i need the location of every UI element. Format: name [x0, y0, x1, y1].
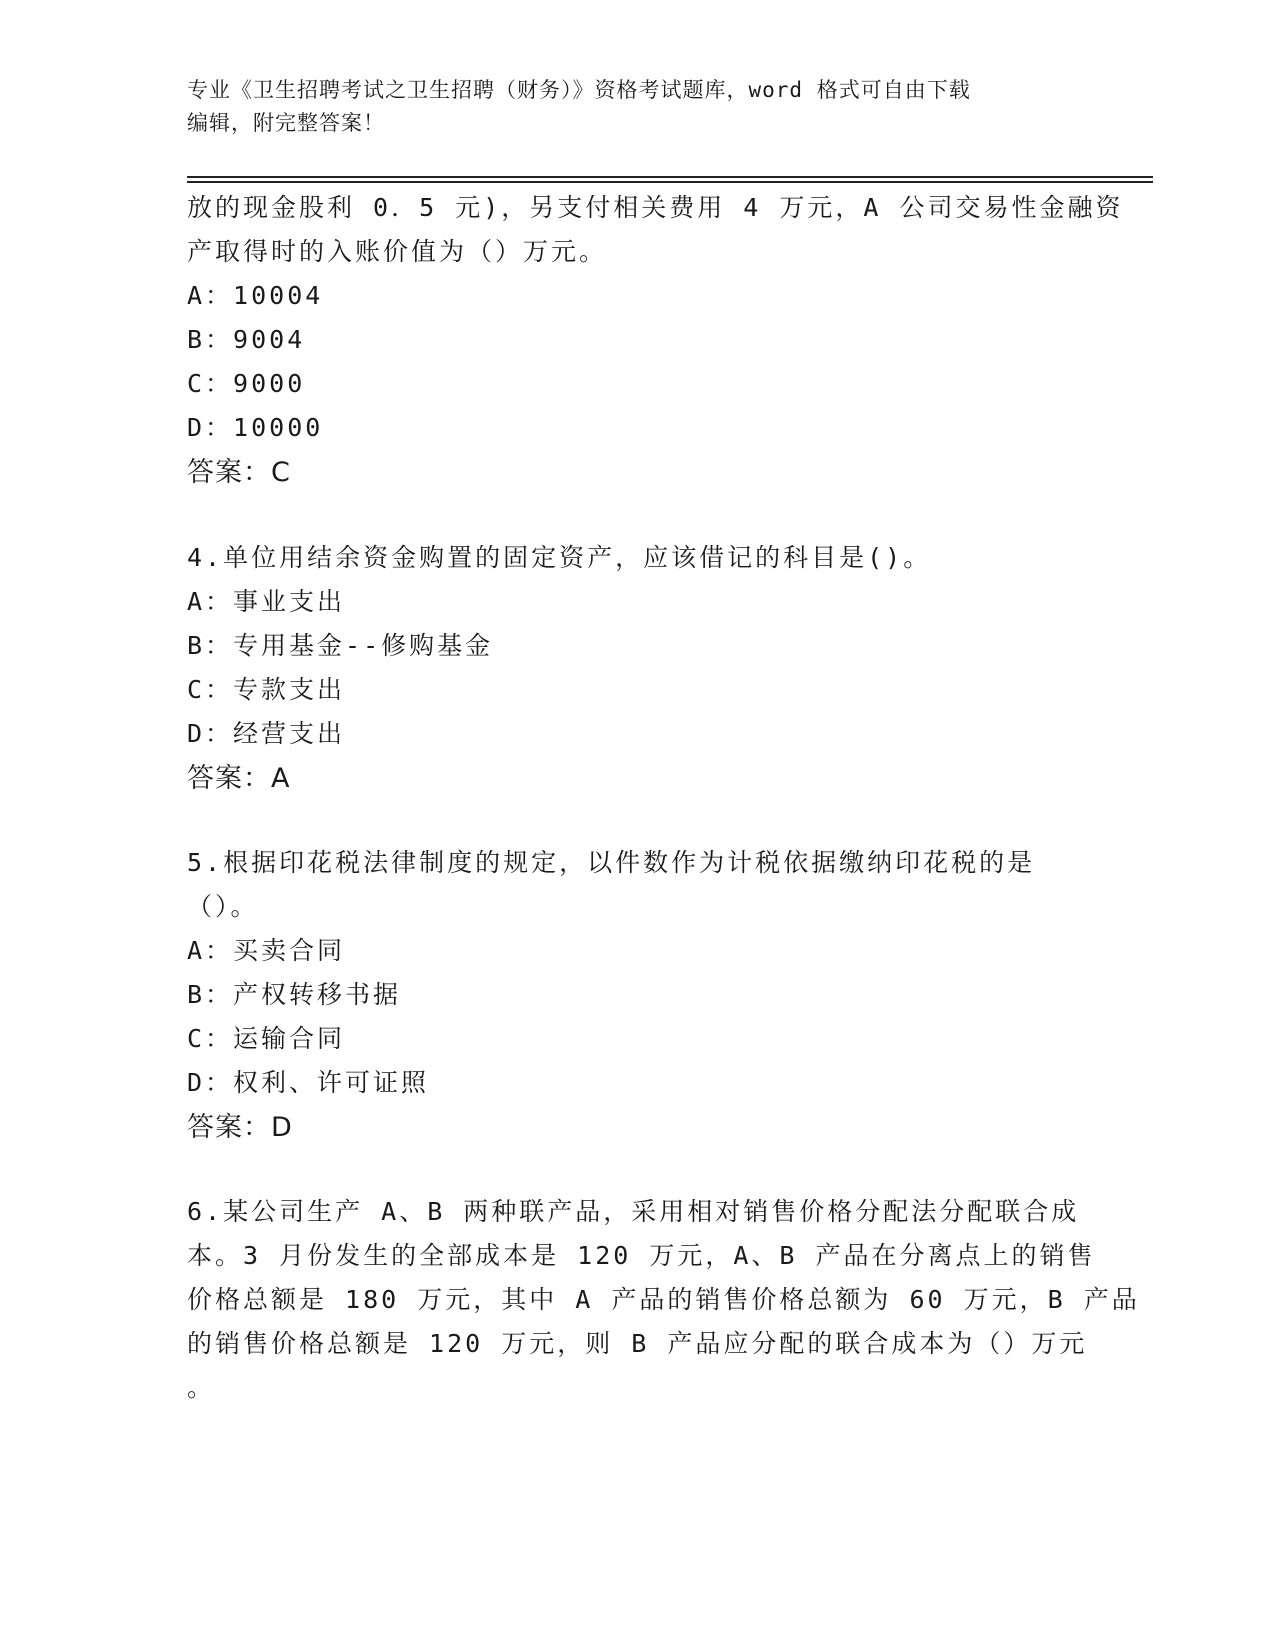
q3-answer: 答案：C	[187, 457, 291, 488]
q3-option-b: B：9004	[187, 325, 306, 354]
q5-option-c: C：运输合同	[187, 1024, 346, 1053]
q4-option-a: A：事业支出	[187, 587, 346, 616]
header-divider-bottom	[187, 181, 1153, 183]
q3-option-d: D：10000	[187, 413, 324, 442]
q5-stem-line-1: 5.根据印花税法律制度的规定，以件数作为计税依据缴纳印花税的是	[187, 848, 1036, 877]
q5-answer: 答案：D	[187, 1112, 293, 1143]
q6-stem-line-4: 的销售价格总额是 120 万元，则 B 产品应分配的联合成本为（）万元	[187, 1329, 1088, 1358]
q6-stem-line-1: 6.某公司生产 A、B 两种联产品，采用相对销售价格分配法分配联合成	[187, 1197, 1080, 1226]
header-line-2: 编辑，附完整答案！	[187, 111, 385, 135]
header-line-1: 专业《卫生招聘考试之卫生招聘（财务）》资格考试题库，word 格式可自由下载	[187, 78, 971, 102]
q6-stem-line-2: 本。3 月份发生的全部成本是 120 万元，A、B 产品在分离点上的销售	[187, 1241, 1096, 1270]
q6-stem-line-3: 价格总额是 180 万元，其中 A 产品的销售价格总额为 60 万元，B 产品	[187, 1285, 1140, 1314]
q3-option-a: A：10004	[187, 281, 324, 310]
q6-stem-line-5: 。	[187, 1373, 216, 1402]
q5-option-d: D：权利、许可证照	[187, 1068, 430, 1097]
q3-stem-line-2: 产取得时的入账价值为（）万元。	[187, 237, 608, 266]
q4-option-b: B：专用基金--修购基金	[187, 631, 494, 660]
q5-stem-line-2: （）。	[187, 892, 259, 921]
q4-answer: 答案：A	[187, 763, 291, 794]
q4-stem-line-1: 4.单位用结余资金购置的固定资产，应该借记的科目是()。	[187, 543, 932, 572]
q5-option-b: B：产权转移书据	[187, 980, 402, 1009]
q5-option-a: A：买卖合同	[187, 936, 346, 965]
header-divider-top	[187, 176, 1153, 178]
q3-option-c: C：9000	[187, 369, 306, 398]
document-header	[187, 74, 1087, 140]
q4-option-d: D：经营支出	[187, 719, 346, 748]
q4-option-c: C：专款支出	[187, 675, 346, 704]
q3-stem-line-1: 放的现金股利 0．5 元)，另支付相关费用 4 万元，A 公司交易性金融资	[187, 193, 1124, 222]
